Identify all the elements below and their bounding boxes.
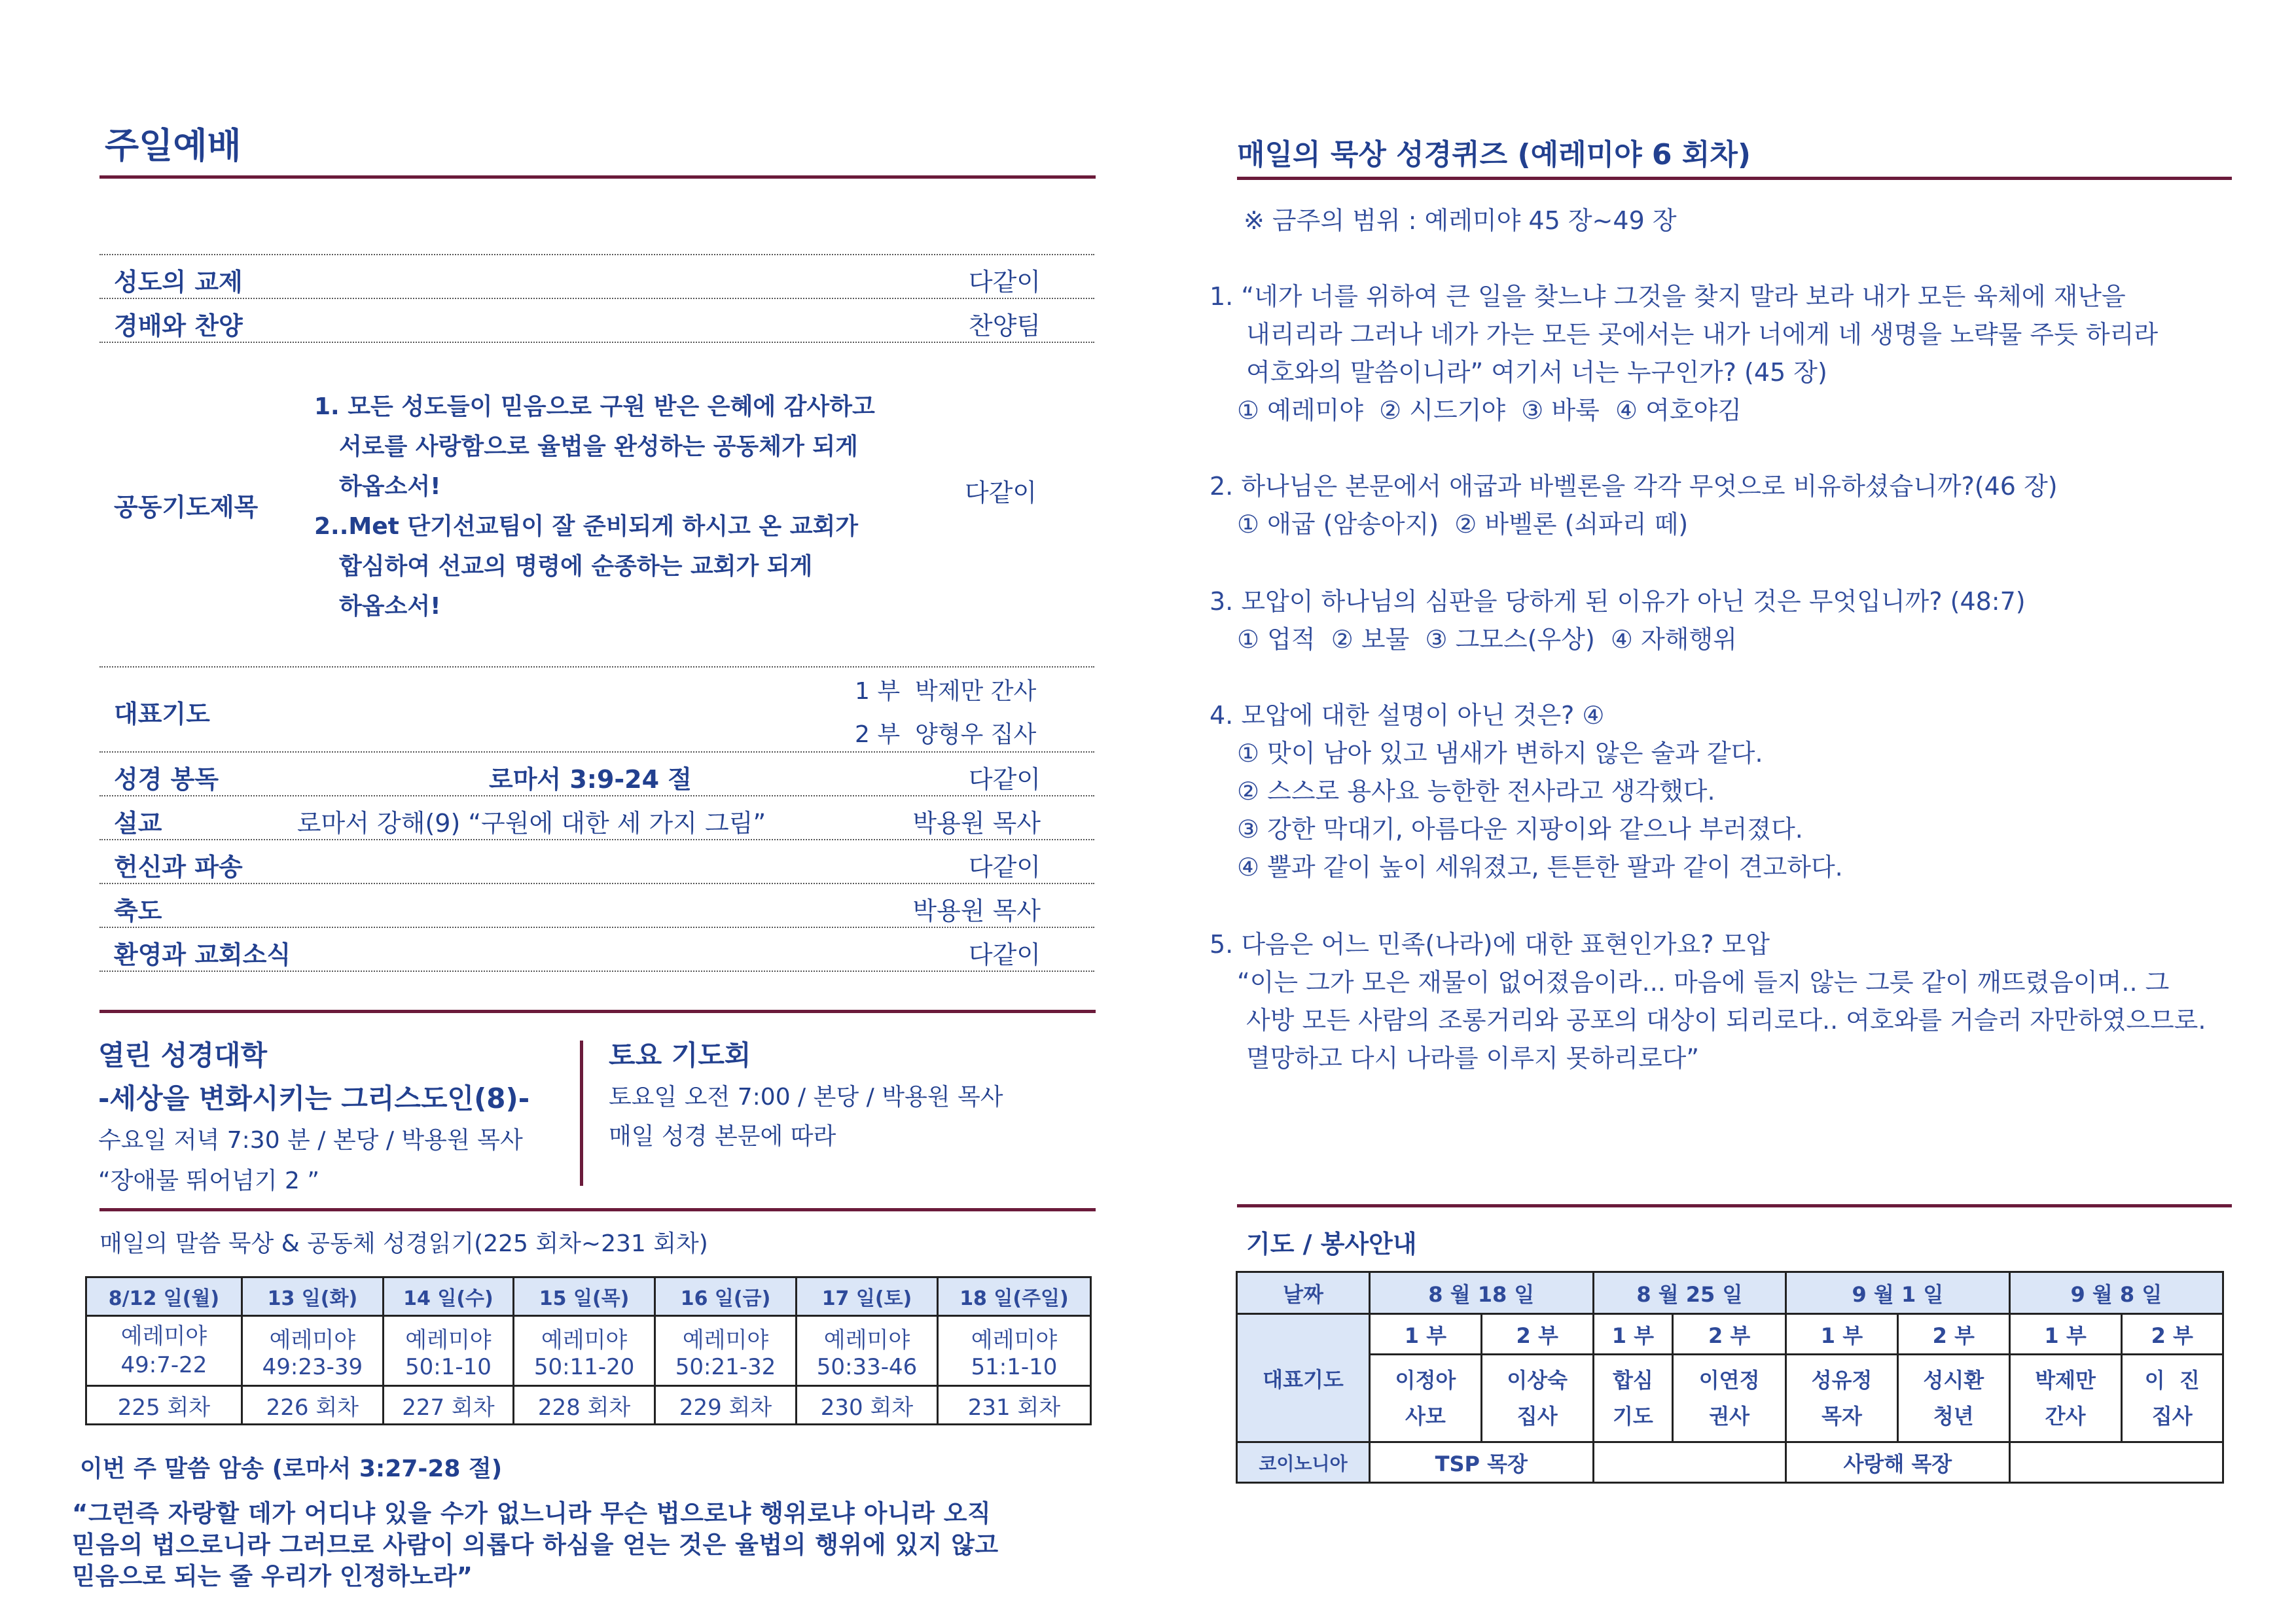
- person-name: 이 진: [2144, 1368, 2200, 1393]
- service-part: 1 부: [1370, 1314, 1482, 1355]
- worship-row: [99, 299, 1094, 342]
- service-part: 2 부: [2121, 1314, 2223, 1355]
- row-label: 경배와 찬양: [114, 312, 243, 340]
- row-label: 성도의 교제: [114, 268, 243, 296]
- worship-row: [99, 796, 1094, 840]
- prayer-line: 서로를 사랑함으로 율법을 완성하는 공동체가 되게: [339, 433, 858, 460]
- prayer-line: 하옵소서!: [339, 473, 441, 500]
- row-detail: 로마서 3:9-24 절: [488, 765, 692, 794]
- row-leader: 다같이: [968, 765, 1041, 794]
- worship-title: 주일예배: [105, 125, 242, 166]
- reading-chapter: 51:1-10: [971, 1353, 1058, 1380]
- service-part: 1 부: [1593, 1314, 1673, 1355]
- person-role: 목자: [1821, 1403, 1862, 1429]
- quiz-line: 5. 다음은 어느 민족(나라)에 대한 표현인가요? 모압: [1210, 930, 1770, 959]
- person-role: 사모: [1405, 1403, 1446, 1429]
- reading-book: 예레미야: [405, 1327, 492, 1353]
- person-name: 이상숙: [1507, 1368, 1568, 1393]
- rep-prayer-label: 대표기도: [114, 700, 210, 728]
- reading-round: 225 회차: [86, 1386, 242, 1425]
- divider: [99, 666, 1094, 668]
- row-leader: 다같이: [968, 853, 1041, 882]
- service-table: [1236, 1271, 2224, 1484]
- service-date: 8 월 25 일: [1593, 1272, 1785, 1314]
- row-leader: 찬양팀: [968, 312, 1041, 340]
- saturday-note: 매일 성경 본문에 따라: [609, 1123, 836, 1150]
- reading-day: 14 일(수): [383, 1277, 513, 1316]
- column-divider: [580, 1041, 583, 1186]
- memory-line: 믿음으로 되는 줄 우리가 인정하노라”: [72, 1562, 473, 1590]
- reading-cell: [86, 1316, 242, 1386]
- reading-chapter: 50:1-10: [405, 1353, 492, 1380]
- prayer-line: 합심하여 선교의 명령에 순종하는 교회가 되게: [339, 553, 813, 580]
- reading-book: 예레미야: [120, 1323, 207, 1349]
- college-subtitle: -세상을 변화시키는 그리스도인(8)-: [98, 1082, 530, 1115]
- reading-round: 230 회차: [797, 1386, 938, 1425]
- koinonia-cell: [1593, 1442, 1785, 1483]
- memory-title: 이번 주 말씀 암송 (로마서 3:27-28 절): [80, 1455, 503, 1482]
- reading-round: 227 회차: [383, 1386, 513, 1425]
- reading-day: 13 일(화): [242, 1277, 383, 1316]
- date-header: 날짜: [1237, 1272, 1370, 1314]
- koinonia-header: 코이노니아: [1237, 1442, 1370, 1483]
- prayer-person: [2121, 1355, 2223, 1442]
- person-name: 성시환: [1923, 1368, 1984, 1393]
- reading-book: 예레미야: [971, 1327, 1058, 1353]
- quiz-title: 매일의 묵상 성경퀴즈 (예레미야 6 회차): [1237, 138, 1751, 171]
- person-role: 청년: [1933, 1403, 1974, 1429]
- prayer-person: [2009, 1355, 2121, 1442]
- service-part: 2 부: [1673, 1314, 1786, 1355]
- quiz-line: 여호와의 말씀이니라” 여기서 너는 누구인가? (45 장): [1246, 358, 1827, 387]
- reading-round: 231 회차: [937, 1386, 1090, 1425]
- worship-row: [99, 840, 1094, 883]
- row-leader: 다같이: [968, 940, 1041, 969]
- row-label: 설교: [114, 809, 162, 838]
- reading-cell: [937, 1316, 1090, 1386]
- service-part: 2 부: [1897, 1314, 2009, 1355]
- service-date: 8 월 18 일: [1370, 1272, 1594, 1314]
- person-name: 이정아: [1395, 1368, 1456, 1393]
- quiz-line: ① 예레미야 ② 시드기야 ③ 바룩 ④ 여호야김: [1237, 396, 1742, 425]
- rep-prayer-header: 대표기도: [1237, 1314, 1370, 1442]
- prayer-line: 1. 모든 성도들이 믿음으로 구원 받은 은혜에 감사하고: [314, 393, 875, 420]
- koinonia-cell: 사랑해 목장: [1786, 1442, 2010, 1483]
- quiz-line: ① 맛이 남아 있고 냄새가 변하지 않은 술과 같다.: [1237, 739, 1763, 768]
- prayer-person: [1673, 1355, 1786, 1442]
- person-name: 성유정: [1811, 1368, 1873, 1393]
- reading-book: 예레미야: [682, 1327, 769, 1353]
- koinonia-cell: [2009, 1442, 2223, 1483]
- row-label: 환영과 교회소식: [114, 940, 291, 969]
- quiz-line: ② 스스로 용사요 능한한 전사라고 생각했다.: [1237, 777, 1715, 806]
- quiz-line: ① 애굽 (암송아지) ② 바벨론 (쇠파리 떼): [1237, 510, 1689, 539]
- prayer-line: 2..Met 단기선교팀이 잘 준비되게 하시고 온 교회가: [314, 513, 859, 540]
- quiz-line: 4. 모압에 대한 설명이 아닌 것은? ④: [1210, 701, 1605, 730]
- reading-day: 15 일(목): [514, 1277, 655, 1316]
- prayer-leader: 다같이: [965, 478, 1037, 507]
- person-name: 합심: [1612, 1368, 1653, 1393]
- reading-book: 예레미야: [269, 1327, 356, 1353]
- section-rule: [99, 1208, 1096, 1211]
- worship-row: [99, 255, 1094, 298]
- quiz-line: ④ 뿔과 같이 높이 세워졌고, 튼튼한 팔과 같이 견고하다.: [1237, 853, 1843, 882]
- service-part: 2 부: [1481, 1314, 1593, 1355]
- prayer-person: [1593, 1355, 1673, 1442]
- reading-round: 226 회차: [242, 1386, 383, 1425]
- divider: [99, 971, 1094, 972]
- reading-chapter: 50:33-46: [816, 1353, 918, 1380]
- quiz-line: ③ 강한 막대기, 아름다운 지팡이와 같으나 부러졌다.: [1237, 815, 1803, 844]
- college-time: 수요일 저녁 7:30 분 / 본당 / 박용원 목사: [98, 1127, 523, 1154]
- title-rule: [99, 175, 1096, 179]
- reading-day: 18 일(주일): [937, 1277, 1090, 1316]
- quiz-line: 내리리라 그러나 네가 가는 모든 곳에서는 내가 너에게 네 생명을 노략물 주듯 하리라: [1246, 320, 2159, 349]
- memory-line: “그런즉 자랑할 데가 어디냐 있을 수가 없느니라 무슨 법으로냐 행위로냐 아니라 오직: [72, 1499, 992, 1527]
- quiz-range: ※ 금주의 범위 : 예레미야 45 장~49 장: [1244, 206, 1677, 235]
- row-detail: 로마서 강해(9) “구원에 대한 세 가지 그림”: [296, 809, 766, 838]
- worship-row: [99, 753, 1094, 796]
- reading-day: 8/12 일(월): [86, 1277, 242, 1316]
- row-leader: 박용원 목사: [912, 809, 1041, 838]
- person-role: 집사: [1516, 1403, 1558, 1429]
- row-label: 축도: [114, 897, 162, 925]
- memory-line: 믿음의 법으로니라 그러므로 사람이 의롭다 하심을 얻는 것은 율법의 행위에 있지 않고: [72, 1531, 999, 1559]
- college-title: 열린 성경대학: [98, 1039, 268, 1071]
- row-leader: 박용원 목사: [912, 897, 1041, 925]
- rep-prayer-first: 1 부 박제만 간사: [855, 678, 1037, 705]
- service-title: 기도 / 봉사안내: [1246, 1230, 1417, 1258]
- saturday-time: 토요일 오전 7:00 / 본당 / 박용원 목사: [609, 1084, 1003, 1111]
- saturday-title: 토요 기도회: [609, 1039, 751, 1071]
- reading-chapter: 50:21-32: [675, 1353, 776, 1380]
- reading-chapter: 50:11-20: [533, 1353, 635, 1380]
- reading-cell: [514, 1316, 655, 1386]
- service-date: 9 월 1 일: [1786, 1272, 2010, 1314]
- worship-row: [99, 884, 1094, 927]
- reading-day: 16 일(금): [655, 1277, 797, 1316]
- reading-round: 228 회차: [514, 1386, 655, 1425]
- reading-cell: [383, 1316, 513, 1386]
- reading-book: 예레미야: [541, 1327, 628, 1353]
- divider: [99, 342, 1094, 343]
- reading-table: [85, 1276, 1092, 1425]
- quiz-line: 사방 모든 사람의 조롱거리와 공포의 대상이 되리로다.. 여호와를 거슬러 자만하였으므로.: [1246, 1006, 2206, 1035]
- reading-chapter: 49:7-22: [120, 1352, 207, 1378]
- quiz-line: 3. 모압이 하나님의 심판을 당하게 된 이유가 아닌 것은 무엇입니까? (48:7): [1210, 587, 2026, 616]
- quiz-line: 멸망하고 다시 나라를 이루지 못하리로다”: [1246, 1044, 1700, 1073]
- worship-row: [99, 928, 1094, 971]
- college-topic: “장애물 뛰어넘기 2 ”: [98, 1168, 319, 1194]
- prayer-person: [1786, 1355, 1898, 1442]
- section-rule: [99, 1010, 1096, 1013]
- row-label: 성경 봉독: [114, 765, 219, 794]
- person-name: 박제만: [2035, 1368, 2096, 1393]
- person-name: 이연정: [1698, 1368, 1760, 1393]
- reading-day: 17 일(토): [797, 1277, 938, 1316]
- row-leader: 다같이: [968, 268, 1041, 296]
- prayer-person: [1481, 1355, 1593, 1442]
- person-role: 기도: [1612, 1403, 1653, 1429]
- quiz-line: “이는 그가 모은 재물이 없어졌음이라... 마음에 들지 않는 그릇 같이 깨뜨렸음이며.. 그: [1237, 968, 2170, 997]
- reading-cell: [242, 1316, 383, 1386]
- service-date: 9 월 8 일: [2009, 1272, 2223, 1314]
- rep-prayer-second: 2 부 양형우 집사: [855, 721, 1037, 748]
- quiz-line: 2. 하나님은 본문에서 애굽과 바벨론을 각각 무엇으로 비유하셨습니까?(46 장): [1210, 472, 2058, 501]
- reading-title: 매일의 말씀 묵상 & 공동체 성경읽기(225 회차~231 회차): [99, 1230, 708, 1257]
- reading-cell: [655, 1316, 797, 1386]
- reading-round: 229 회차: [655, 1386, 797, 1425]
- reading-book: 예레미야: [823, 1327, 910, 1353]
- prayer-label: 공동기도제목: [114, 493, 259, 522]
- person-role: 간사: [2045, 1403, 2086, 1429]
- prayer-person: [1897, 1355, 2009, 1442]
- prayer-person: [1370, 1355, 1482, 1442]
- row-label: 헌신과 파송: [114, 853, 243, 882]
- koinonia-cell: TSP 목장: [1370, 1442, 1594, 1483]
- prayer-line: 하옵소서!: [339, 593, 441, 620]
- person-role: 집사: [2151, 1403, 2193, 1429]
- title-rule: [1237, 177, 2232, 180]
- quiz-line: ① 업적 ② 보물 ③ 그모스(우상) ④ 자해행위: [1237, 625, 1737, 654]
- reading-chapter: 49:23-39: [262, 1353, 363, 1380]
- section-rule: [1237, 1204, 2232, 1207]
- quiz-line: 1. “네가 너를 위하여 큰 일을 찾느냐 그것을 찾지 말라 보라 내가 모든 육체에 재난을: [1210, 282, 2126, 311]
- service-part: 1 부: [2009, 1314, 2121, 1355]
- person-role: 권사: [1709, 1403, 1750, 1429]
- service-part: 1 부: [1786, 1314, 1898, 1355]
- reading-cell: [797, 1316, 938, 1386]
